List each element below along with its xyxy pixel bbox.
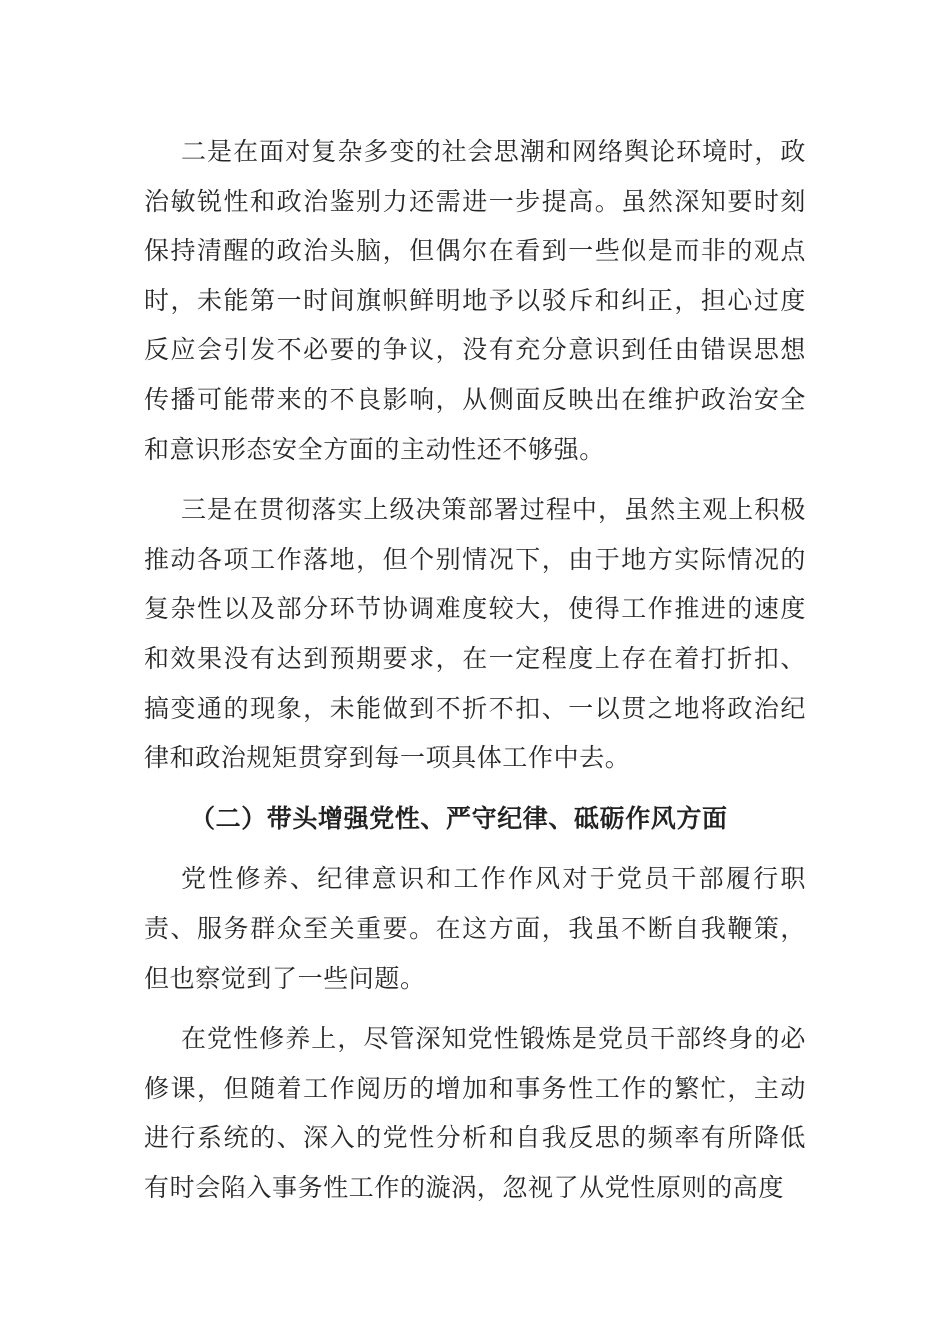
section-heading-party-spirit: （二）带头增强党性、严守纪律、砥砺作风方面 [190, 803, 728, 833]
paragraph-policy-implementation: 三是在贯彻落实上级决策部署过程中，虽然主观上积极推动各项工作落地，但个别情况下，由于地方实际情况的复杂性以及部分环节协调难度较大，使得工作推进的速度和效果没有达到预期要求，在一定程度上存在着打折扣、搞变通的现象，未能做到不折不扣、一以贯之地将政治纪律和政治规矩贯穿到每一项具体工作中去。 [144, 495, 806, 773]
document-body [144, 127, 806, 1223]
paragraph-party-spirit-intro: 党性修养、纪律意识和工作作风对于党员干部履行职责、服务群众至关重要。在这方面，我虽不断自我鞭策，但也察觉到了一些问题。 [144, 864, 806, 993]
paragraph-political-sensitivity: 二是在面对复杂多变的社会思潮和网络舆论环境时，政治敏锐性和政治鉴别力还需进一步提高。虽然深知要时刻保持清醒的政治头脑，但偶尔在看到一些似是而非的观点时，未能第一时间旗帜鲜明地予以驳斥和纠正，担心过度反应会引发不必要的争议，没有充分意识到任由错误思想传播可能带来的不良影响，从侧面反映出在维护政治安全和意识形态安全方面的主动性还不够强。 [144, 137, 806, 464]
paragraph-party-cultivation: 在党性修养上，尽管深知党性锻炼是党员干部终身的必修课，但随着工作阅历的增加和事务性工作的繁忙，主动进行系统的、深入的党性分析和自我反思的频率有所降低有时会陷入事务性工作的漩涡，忽视了从党性原则的高度 [144, 1024, 806, 1202]
